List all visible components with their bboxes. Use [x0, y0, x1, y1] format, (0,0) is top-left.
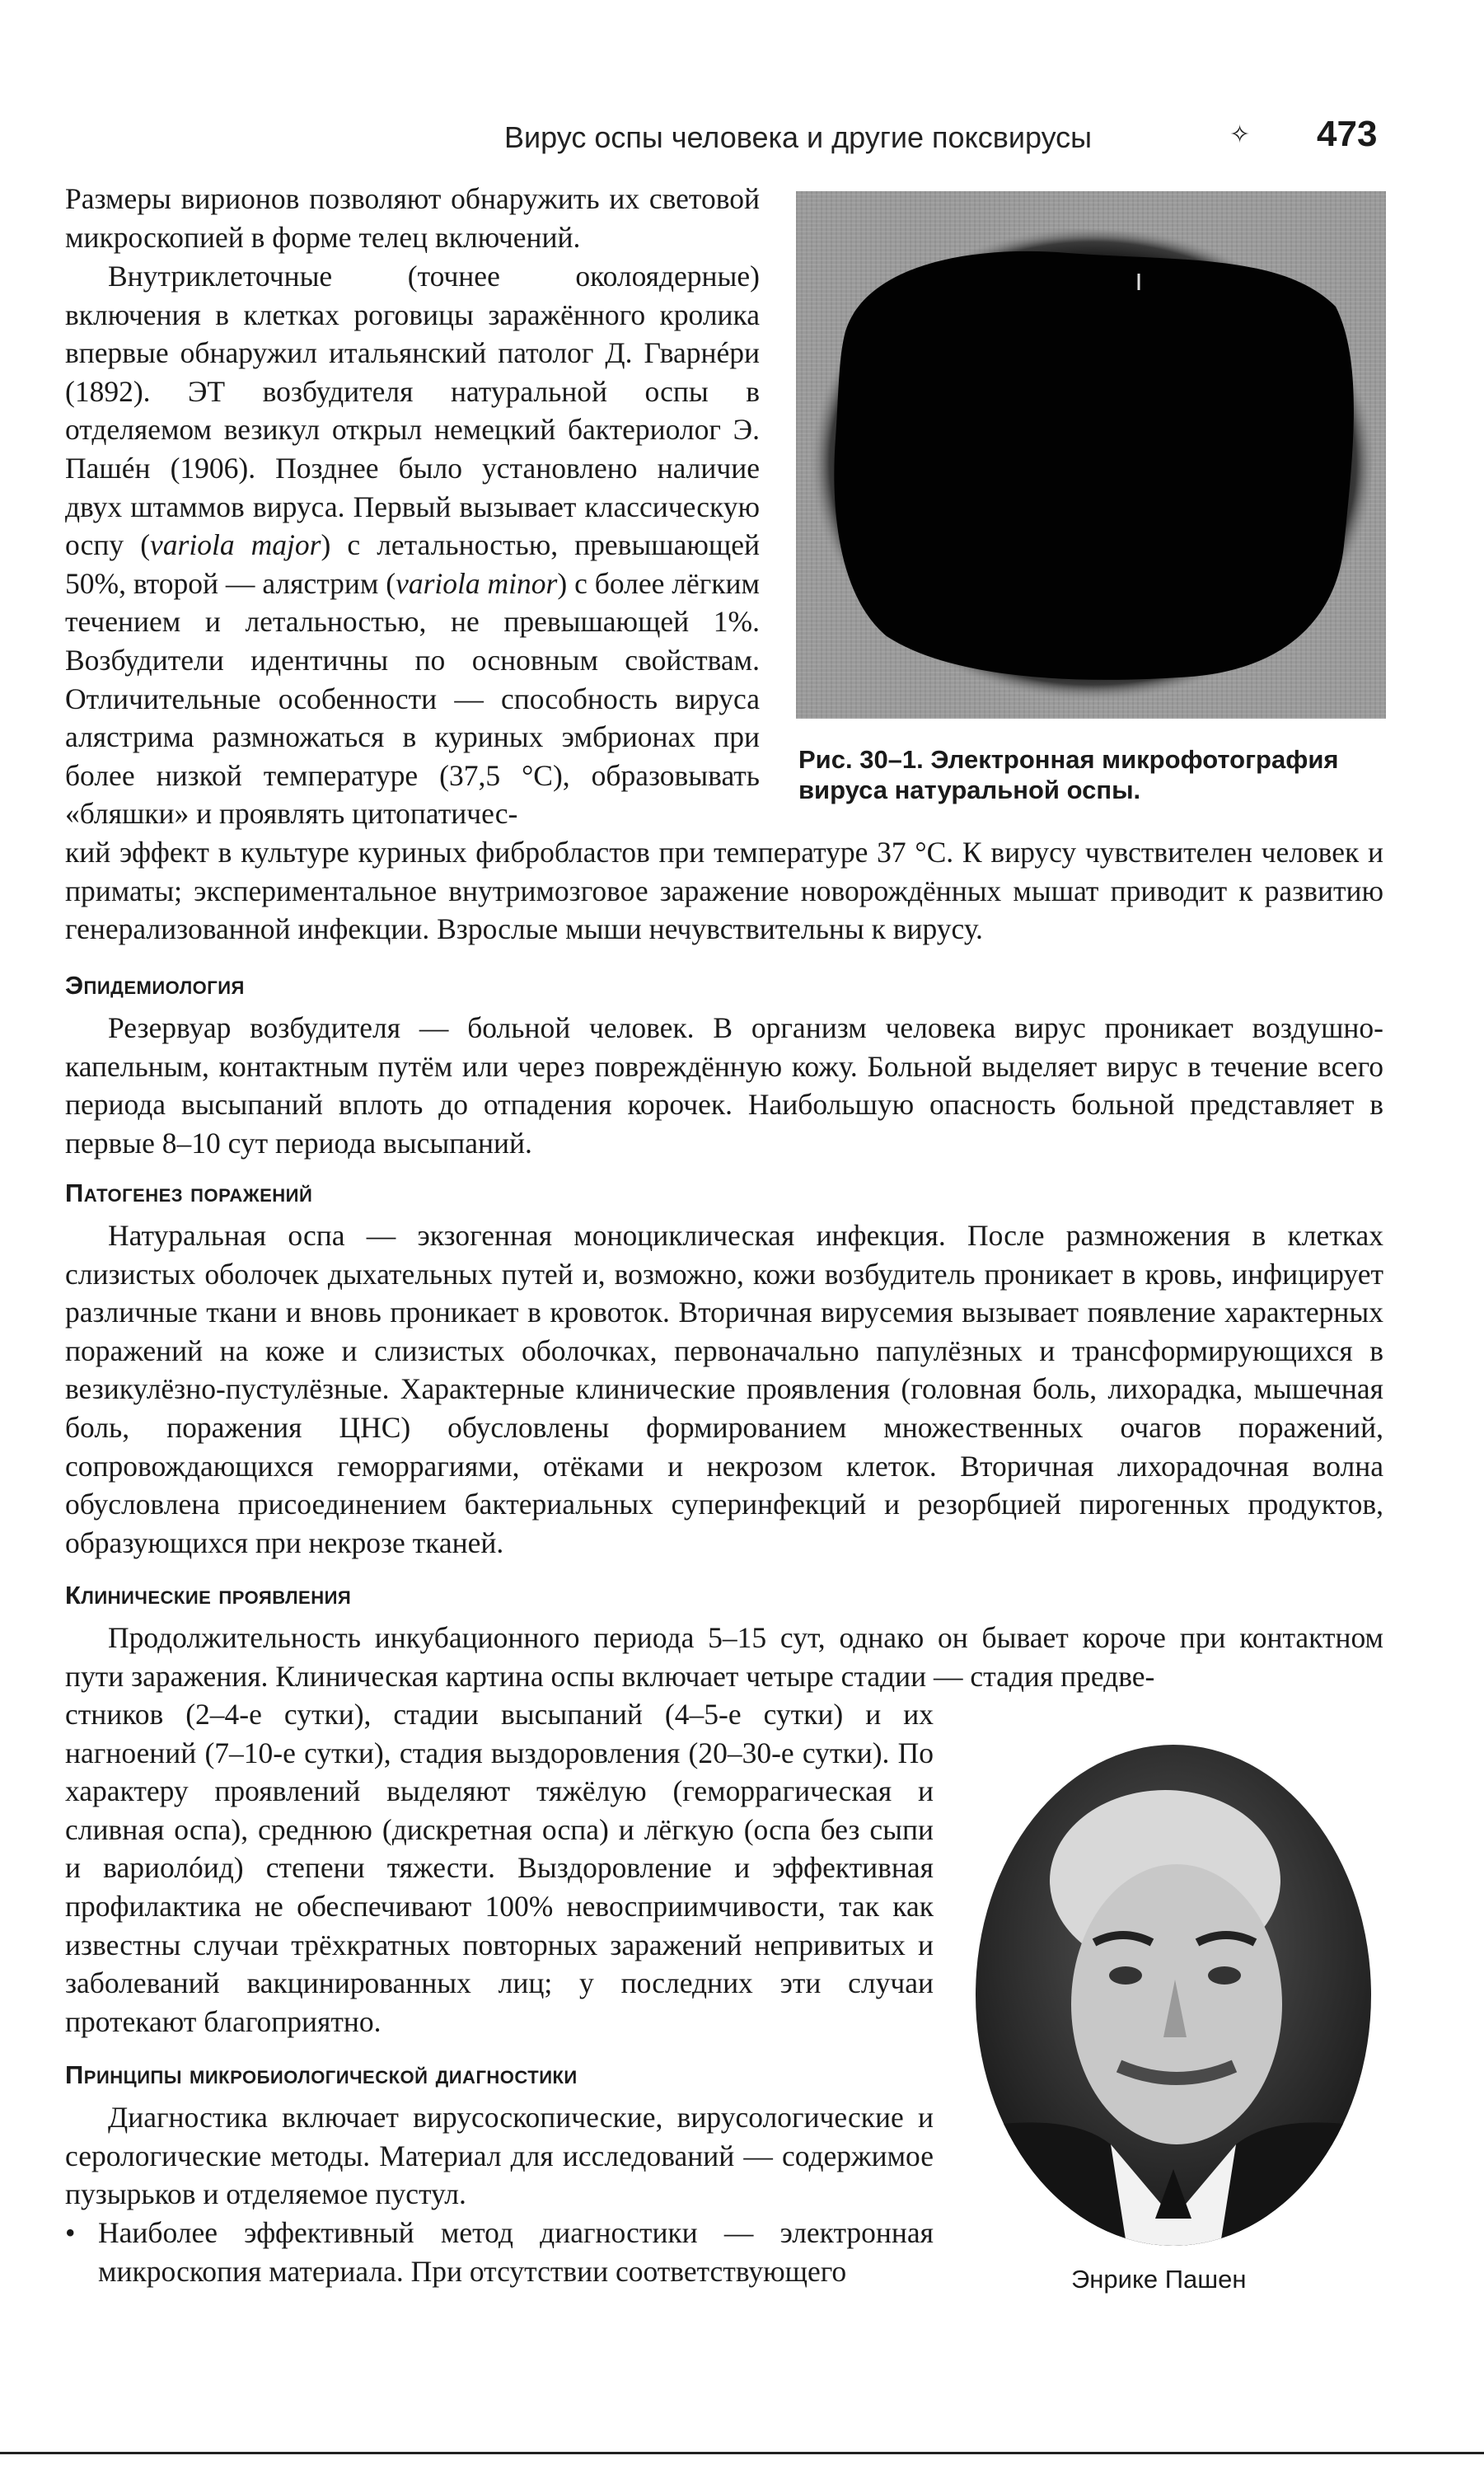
virion-image — [796, 191, 1386, 719]
paragraph-intro-2: Внутриклеточные (точнее околоядерные) включения в клетках роговицы заражённого кролика впервые обнаружил итальянский патолог Д. Гварнéри (1892). ЭТ возбудителя натуральной оспы в отделяемом везикул открыл немецкий бактериолог Э. Пашéн (1906). Позднее было установлено наличие двух штаммов вируса. Первый вызывает классическую оспу (variola major) с летальностью, превышающей 50%, второй — алястрим (variola minor) с более лёгким течением и летальностью, не превышающей 1%. Возбудители идентичны по основным свойствам. Отличительные особенности — способность вируса алястрима размножаться в куриных эмбрионах при более низкой температуре (37,5 °С), образовывать «бляшки» и проявлять цитопатичес- — [65, 260, 760, 831]
running-title: Вирус оспы человека и другие поксвирусы — [504, 120, 1093, 154]
paragraph-clinical-b: стников (2–4-е сутки), стадии высыпаний (4–5-е сутки) и их нагноений (7–10-е сутки), стадия выздоровления (20–30-е сутки). По характеру проявлений выделяют тяжёлую (геморрагическая и сливная оспа), среднюю (дискретная оспа) и лёгкую (оспа без сыпи и вариолóид) степени тяжести. Выздоровление и эффективная профилактика не обеспечивают 100% невосприимчивости, так как известны случаи трёхкратных повторных заражений непривитых и заболеваний вакцинированных лиц; у последних эти случаи протекают благоприятно. — [65, 1698, 934, 2038]
portrait-photo — [971, 1741, 1376, 2250]
term-variola-minor: variola minor — [396, 566, 558, 600]
diamond-ornament-icon: ✧ — [1229, 121, 1251, 148]
heading-epidemiology: Эпидемиология — [65, 971, 245, 1000]
portrait-figure — [971, 1741, 1376, 2250]
bullet-marker: • — [65, 2216, 76, 2249]
paragraph-clinical-a: Продолжительность инкубационного периода 5–15 сут, однако он бывает короче при контактном пути заражения. Клиническая картина оспы включает четыре стадии — стадия предве- — [65, 1621, 1383, 1693]
paragraph-pathogenesis: Натуральная оспа — экзогенная моноциклическая инфекция. После размножения в клетках слизистых оболочек дыхательных путей и, возможно, кожи возбудитель проникает в кровь, инфицирует различные ткани и вновь проникает в кровоток. Вторичная вирусемия вызывает появление характерных поражений на коже и слизистых оболочках, первоначально папулёзных и трансформирующихся в везикулёзно-пустулёзные. Характерные клинические проявления (головная боль, лихорадка, мышечная боль, поражения ЦНС) обусловлены формированием множественных очагов поражений, сопровождающихся геморрагиями, отёками и некрозом клеток. Вторичная лихорадочная волна обусловлена присоединением бактериальных суперинфекций и резорбцией пирогенных продуктов, образующихся при некрозе тканей. — [65, 1219, 1383, 1559]
paragraph-intro-continued: кий эффект в культуре куриных фибробластов при температуре 37 °С. К вирусу чувствителен человек и приматы; экспериментальное внутримозговое заражение новорождённых мышат приводит к развитию генерализованной инфекции. Взрослые мыши нечувствительны к вирусу. — [65, 836, 1383, 946]
heading-pathogenesis: Патогенез поражений — [65, 1179, 313, 1207]
paragraph-epidemiology: Резервуар возбудителя — больной человек. В организм человека вирус проникает воздушно-капельным, контактным путём или через повреждённую кожу. Больной выделяет вирус в течение всего периода высыпаний вплоть до отпадения корочек. Наибольшую опасность больной представляет в первые 8–10 сут периода высыпаний. — [65, 1011, 1383, 1160]
term-variola-major: variola major — [150, 528, 321, 562]
heading-diagnostics: Принципы микробиологической диагностики — [65, 2060, 578, 2089]
portrait-caption: Энрике Пашен — [1071, 2265, 1247, 2294]
heading-clinical: Клинические проявления — [65, 1581, 352, 1610]
page-bottom-rule — [0, 2452, 1484, 2454]
paragraph-intro-1: Размеры вирионов позволяют обнаружить их световой микроскопией в форме телец включений. — [65, 182, 760, 254]
paragraph-diagnostics: Диагностика включает вирусоскопические, вирусологические и серологические методы. Материал для исследований — содержимое пузырьков и отделяемое пустул. — [65, 2101, 934, 2211]
figure-caption: Рис. 30–1. Электронная микрофотография вируса натуральной оспы. — [798, 745, 1339, 804]
electron-micrograph-figure — [796, 191, 1386, 719]
page-number: 473 — [1317, 114, 1378, 154]
bullet-list-item: • Наиболее эффективный метод диагностики — электронная микроскопия материала. При отсутствии соответствующего — [65, 2214, 934, 2290]
